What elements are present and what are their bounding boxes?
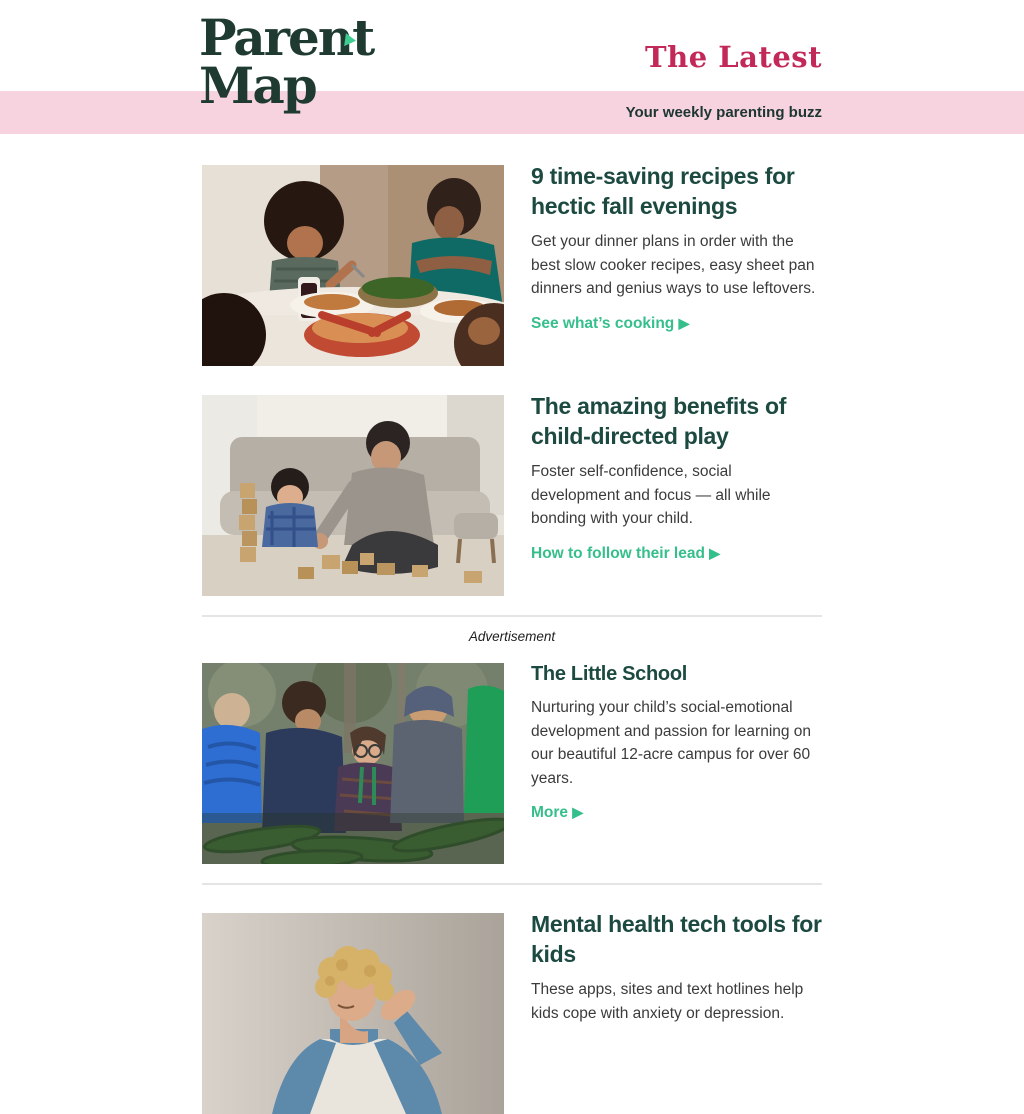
newsletter-title: The Latest <box>645 40 822 74</box>
advertisement-title[interactable]: The Little School <box>531 663 688 685</box>
logo-line-map: Map <box>199 56 316 115</box>
article-play-content <box>531 395 822 596</box>
article-recipes-title[interactable]: 9 time-saving recipes for hectic fall evenings <box>531 163 795 219</box>
article-play-link-label: How to follow their lead <box>531 544 705 562</box>
right-arrow-icon: ▶ <box>678 314 690 331</box>
article-mental-health-description: These apps, sites and text hotlines help kids cope with anxiety or depression. <box>531 981 804 1022</box>
article-play-image[interactable] <box>202 395 504 596</box>
advertisement-little-school <box>202 663 822 864</box>
article-mental-health-content <box>531 913 822 1114</box>
article-play <box>202 395 822 596</box>
tagline-banner <box>0 91 1024 134</box>
article-mental-health <box>202 913 822 1114</box>
forest-school-photo <box>202 663 504 864</box>
newsletter-body <box>202 165 822 1114</box>
article-play-title[interactable]: The amazing benefits of child-directed play <box>531 393 787 449</box>
worried-boy-photo <box>202 913 504 1114</box>
article-play-description: Foster self-confidence, social development and focus — all while bonding with your child. <box>531 463 771 527</box>
article-play-link[interactable] <box>531 545 720 563</box>
advertisement-link-label: More <box>531 804 569 821</box>
advertisement-image[interactable] <box>202 663 504 864</box>
family-dinner-photo <box>202 165 504 366</box>
article-recipes-link[interactable] <box>531 315 689 333</box>
article-mental-health-image[interactable] <box>202 913 504 1114</box>
tagline-text: Your weekly parenting buzz <box>625 104 822 121</box>
logo-line-parent: Parent <box>199 8 374 67</box>
article-mental-health-title[interactable]: Mental health tech tools for kids <box>531 911 822 967</box>
section-divider <box>202 615 822 617</box>
advertisement-description: Nurturing your child’s social-emotional development and passion for learning on our beautiful 12-acre campus for over 60 years. <box>531 699 812 787</box>
right-arrow-icon: ▶ <box>572 804 584 820</box>
article-recipes-link-label: See what’s cooking <box>531 314 675 332</box>
section-divider <box>202 883 822 885</box>
right-arrow-icon: ▶ <box>709 544 721 561</box>
parentmap-logo[interactable] <box>199 8 374 115</box>
advertisement-content <box>531 663 822 864</box>
article-recipes-content <box>531 165 822 366</box>
advertisement-label: Advertisement <box>468 629 556 644</box>
article-recipes-image[interactable] <box>202 165 504 366</box>
advertisement-link[interactable] <box>531 804 583 822</box>
article-recipes <box>202 165 822 366</box>
article-recipes-description: Get your dinner plans in order with the best slow cooker recipes, easy sheet pan dinners and genius ways to use leftovers. <box>531 233 816 297</box>
logo-flag-icon <box>344 33 357 47</box>
father-son-blocks-photo <box>202 395 504 596</box>
